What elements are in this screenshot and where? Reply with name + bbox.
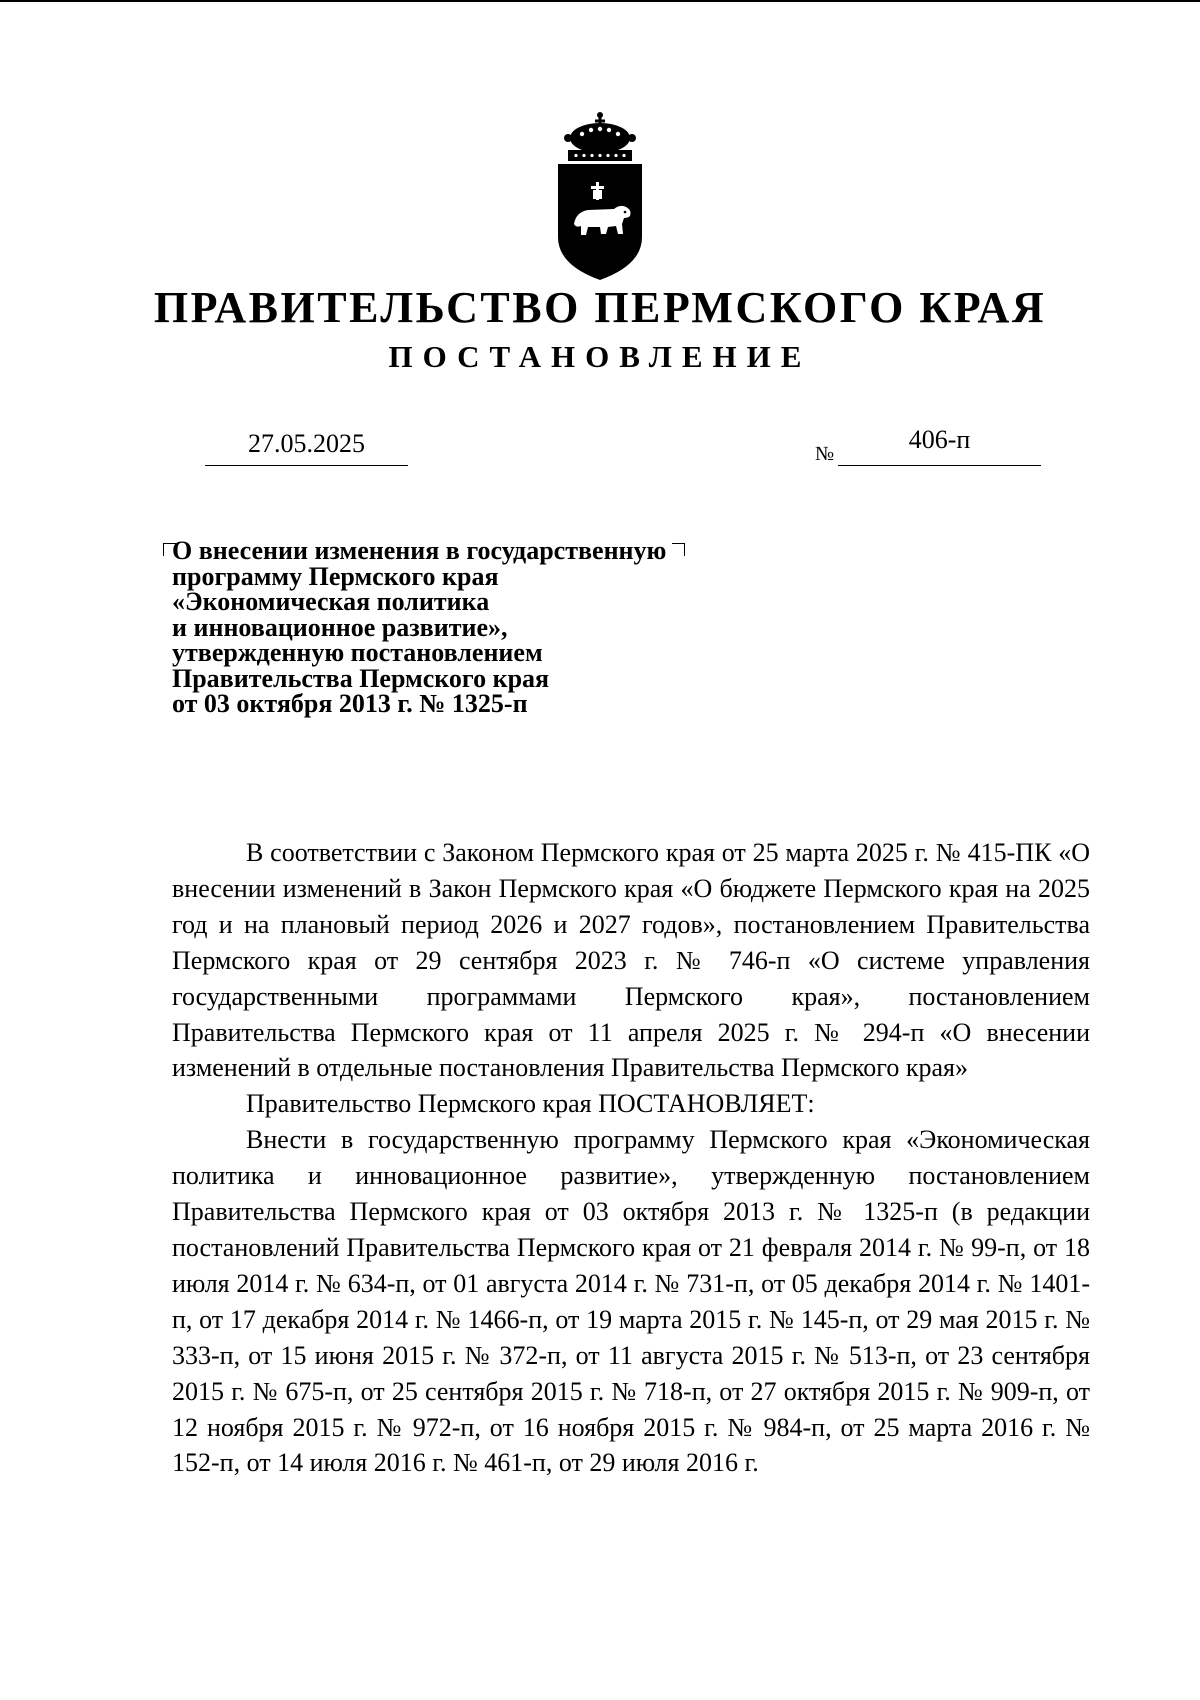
subject-line: и инновационное развитие», [172, 612, 508, 642]
body-paragraph-amendment: Внести в государственную программу Пермского края «Экономическая политика и инновационное развитие», утвержденную постановлением Правительства Пермского края от 03 октября 2013 г. № 1325-п (в редакции постановлений Правительства Пермского края от 21 февраля 2014 г. № 99-п, от 18 июля 2014 г. № 634-п, от 01 августа 2014 г. № 731-п, от 05 декабря 2014 г. № 1401-п, от 17 декабря 2014 г. № 1466-п, от 19 марта 2015 г. № 145-п, от 29 мая 2015 г. № 333-п, от 15 июня 2015 г. № 372-п, от 11 августа 2015 г. № 513-п, от 23 сентября 2015 г. № 675-п, от 25 сентября 2015 г. № 718-п, от 27 октября 2015 г. № 909-п, от 12 ноября 2015 г. № 972-п, от 16 ноября 2015 г. № 984-п, от 25 марта 2016 г. № 152-п, от 14 июля 2016 г. № 461-п, от 29 июля 2016 г. [172, 1125, 1090, 1478]
government-title: ПРАВИТЕЛЬСТВО ПЕРМСКОГО КРАЯ [153, 283, 1047, 332]
top-edge-line [0, 0, 1200, 2]
subject-line: программу Пермского края [172, 561, 499, 591]
subject-line: утвержденную постановлением [172, 638, 543, 667]
document-date: 27.05.2025 [248, 429, 365, 458]
document-number: 406-п [908, 425, 971, 454]
subject-line: от 03 октября 2013 г. № 1325-п [172, 689, 528, 718]
document-body [172, 835, 1090, 1481]
coat-of-arms-icon [554, 112, 646, 282]
document-type: ПОСТАНОВЛЕНИЕ [388, 339, 812, 374]
number-label: № [815, 443, 835, 465]
body-paragraph-legal-basis: В соответствии с Законом Пермского края от 25 марта 2025 г. № 415-ПК «О внесении изменений в Закон Пермского края «О бюджете Пермского края на 2025 год и на плановый период 2026 и 2027 годов», постановлением Правительства Пермского края от 29 сентября 2023 г. № 746-п «О системе управления государственными программами Пермского края», постановлением Правительства Пермского края от 11 апреля 2025 г. № 294-п «О внесении изменений в отдельные постановления Правительства Пермского края» [172, 838, 1090, 1083]
document-subject [172, 538, 732, 717]
subject-line: «Экономическая политика [172, 587, 490, 616]
subject-line: О внесении изменения в государственную [172, 536, 667, 565]
body-paragraph-resolves: Правительство Пермского края ПОСТАНОВЛЯЕТ: [246, 1089, 815, 1119]
subject-line: Правительства Пермского края [172, 663, 550, 693]
date-field [205, 425, 408, 466]
number-field [838, 425, 1041, 466]
